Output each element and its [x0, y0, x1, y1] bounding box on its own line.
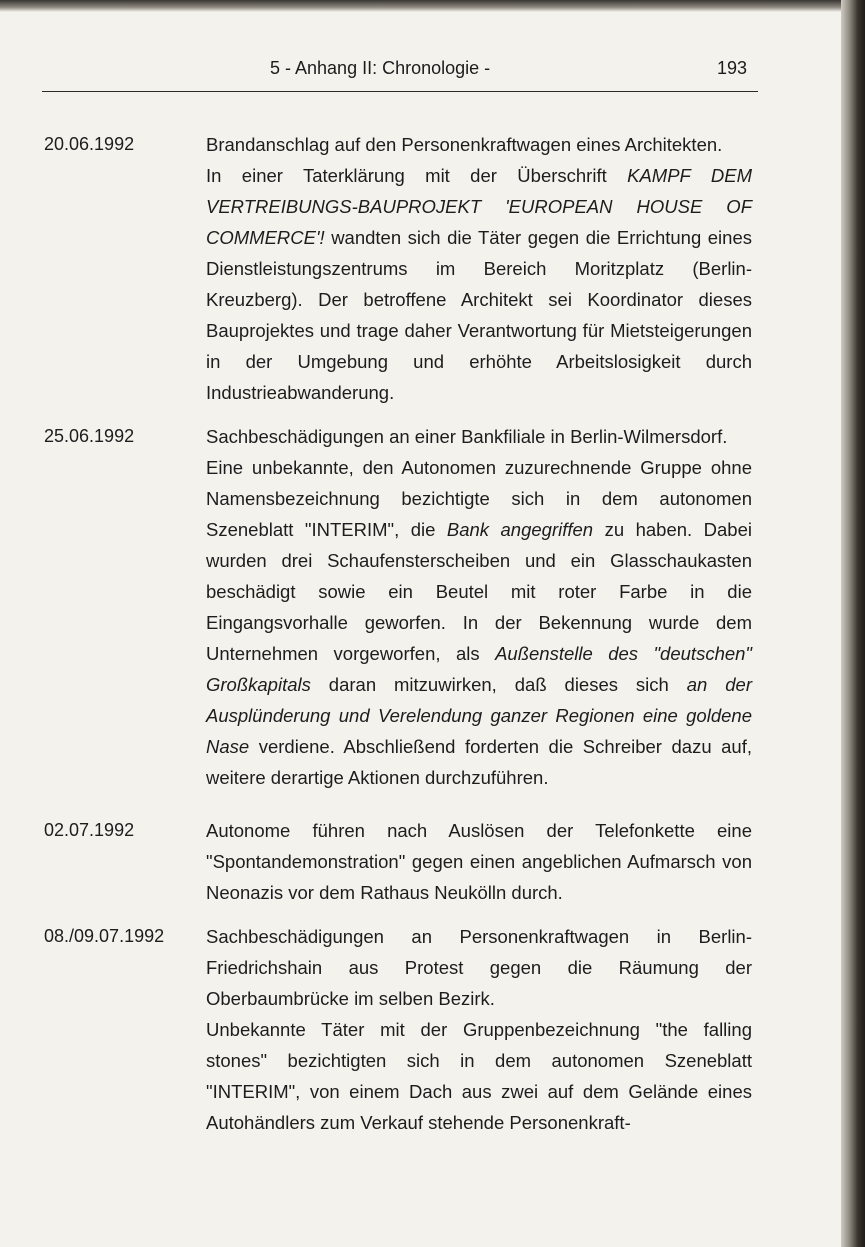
- entry-paragraph: Eine unbekannte, den Autonomen zuzurechnende Gruppe ohne Namensbezeichnung bezichtigte sich in dem autonomen Szeneblatt "INTERIM", die Bank angegriffen zu haben. Dabei wurden drei Schaufensterscheiben und ein Glasschaukasten beschädigt sowie ein Beutel mit roter Farbe in die Eingangsvorhalle geworfen. In der Bekennung wurde dem Unternehmen vorgeworfen, als Außenstelle des "deutschen" Großkapitals daran mitzuwirken, daß dieses sich an der Ausplünderung und Verelendung ganzer Regionen eine goldene Nase verdiene. Abschließend forderten die Schreiber dazu auf, weitere derartige Aktionen durchzuführen.: [206, 457, 753, 788]
- entry-paragraph: Sachbeschädigungen an Personenkraftwagen in Berlin-Friedrichshain aus Protest gegen die Räumung der Oberbaumbrücke im selben Bezirk.: [206, 926, 752, 1009]
- entry-text: [206, 421, 752, 793]
- page-top-shadow: [0, 0, 845, 12]
- book-page-edge: [841, 0, 865, 1247]
- running-header-title: 5 - Anhang II: Chronologie -: [270, 58, 491, 78]
- entry-date: 20.06.1992: [44, 134, 135, 154]
- entry-text: [206, 815, 752, 908]
- entry-paragraph: In einer Taterklärung mit der Überschrift KAMPF DEM VERTREIBUNGS-BAUPROJEKT 'EUROPEAN HOUSE OF COMMERCE'! wandten sich die Täter gegen die Errichtung eines Dienstleistungszentrums im Bereich Moritzplatz (Berlin-Kreuzberg). Der betroffene Architekt sei Koordinator dieses Bauprojektes und trage daher Verantwortung für Mietsteigerungen in der Umgebung und erhöhte Arbeitslosigkeit durch Industrieabwanderung.: [206, 165, 752, 403]
- header-rule: [42, 91, 758, 92]
- page-number: 193: [716, 58, 747, 78]
- entry-paragraph: Sachbeschädigungen an einer Bankfiliale in Berlin-Wilmersdorf.: [206, 426, 728, 447]
- entry-date: 02.07.1992: [44, 820, 135, 840]
- entry-text: [206, 129, 752, 408]
- entry-paragraph: Brandanschlag auf den Personenkraftwagen eines Architekten.: [206, 134, 723, 155]
- entry-date: 25.06.1992: [44, 426, 135, 446]
- entry-paragraph: Autonome führen nach Auslösen der Telefonkette eine "Spontandemonstration" gegen einen angeblichen Aufmarsch von Neonazis vor dem Rathaus Neukölln durch.: [206, 820, 752, 903]
- entry-text: [206, 921, 752, 1138]
- entry-date: 08./09.07.1992: [44, 926, 165, 946]
- entry-paragraph: Unbekannte Täter mit der Gruppenbezeichnung "the falling stones" bezichtigten sich in dem autonomen Szeneblatt "INTERIM", von einem Dach aus zwei auf dem Gelände eines Autohändlers zum Verkauf stehende Personenkraft-: [206, 1019, 752, 1133]
